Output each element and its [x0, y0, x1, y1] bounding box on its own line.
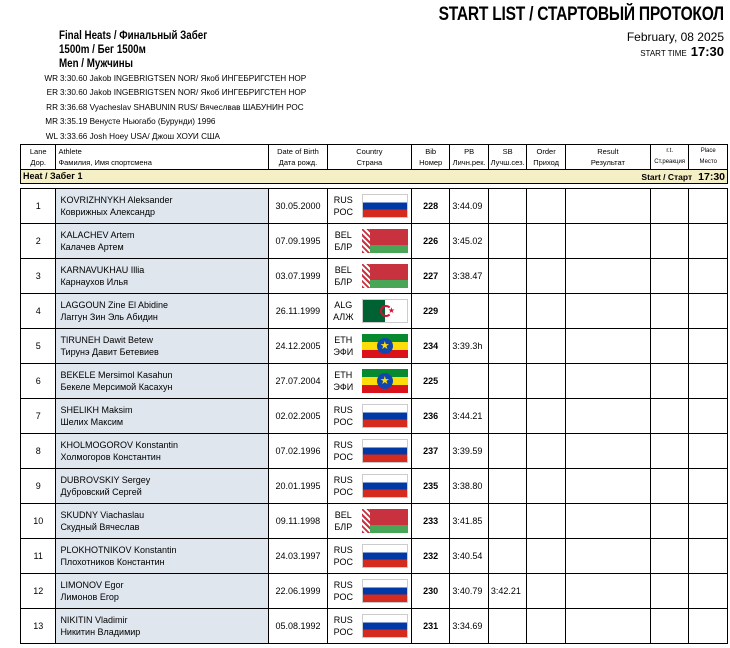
flag-cell — [359, 259, 412, 294]
order-cell — [527, 469, 565, 504]
bib-cell: 231 — [411, 609, 449, 644]
sb-cell: 3:42.21 — [488, 574, 526, 609]
flag-cell — [359, 364, 412, 399]
table-row — [21, 469, 728, 504]
dob-cell: 30.05.2000 — [269, 189, 328, 224]
country-cell — [327, 434, 358, 469]
athlete-cell — [56, 189, 269, 224]
country-code-en: ETH — [334, 370, 353, 380]
lane-cell: 5 — [21, 329, 56, 364]
start-list-table — [20, 144, 728, 644]
rt-cell — [650, 609, 688, 644]
sb-cell — [488, 294, 526, 329]
country-code-ru: РОС — [333, 207, 353, 217]
rt-cell — [650, 574, 688, 609]
country-code-en: RUS — [333, 475, 353, 485]
start-time-label: START TIME — [640, 49, 687, 58]
lane-cell: 10 — [21, 504, 56, 539]
athlete-cell — [56, 329, 269, 364]
result-cell — [565, 609, 650, 644]
heat-start — [641, 171, 725, 183]
record-code: MR — [45, 117, 58, 127]
rt-cell — [650, 224, 688, 259]
dob-cell: 27.07.2004 — [269, 364, 328, 399]
dob-cell: 07.09.1995 — [269, 224, 328, 259]
athlete-name-en: SKUDNY Viachaslau — [60, 510, 145, 520]
country-code-ru: БЛР — [334, 277, 353, 287]
athlete-cell — [56, 434, 269, 469]
country-cell — [327, 294, 358, 329]
bib-cell: 235 — [411, 469, 449, 504]
bib-cell: 227 — [411, 259, 449, 294]
col-order: Order Приход — [527, 145, 565, 170]
dob-cell: 09.11.1998 — [269, 504, 328, 539]
heat-label: Heat / Забег 1 — [23, 170, 83, 181]
table-header — [21, 145, 728, 170]
record-text: 3:30.60 Jakob INGEBRIGTSEN NOR/ Якоб ИНГЕБРИГСТЕН НОР — [60, 88, 307, 98]
start-time — [640, 44, 724, 59]
athlete-name-ru: Шелих Максим — [60, 417, 124, 427]
table-row — [21, 189, 728, 224]
country-code-en: RUS — [333, 615, 353, 625]
order-cell — [527, 504, 565, 539]
dob-cell: 20.01.1995 — [269, 469, 328, 504]
sb-cell — [488, 364, 526, 399]
record-rr — [38, 101, 306, 115]
country-code-en: RUS — [333, 545, 353, 555]
eth-flag-icon — [362, 334, 408, 358]
flag-cell — [359, 224, 412, 259]
athlete-cell — [56, 574, 269, 609]
place-cell — [689, 364, 728, 399]
country-cell — [327, 189, 358, 224]
bib-cell: 237 — [411, 434, 449, 469]
country-code-ru: РОС — [333, 627, 353, 637]
rt-cell — [650, 364, 688, 399]
result-cell — [565, 224, 650, 259]
rus-flag-icon — [362, 439, 408, 463]
athlete-name-ru: Калачев Артем — [60, 242, 124, 252]
blr-flag-icon — [362, 264, 408, 288]
pb-cell — [450, 364, 488, 399]
country-code-ru: БЛР — [334, 522, 353, 532]
result-cell — [565, 504, 650, 539]
country-cell — [327, 469, 358, 504]
country-code-ru: ЭФИ — [333, 382, 354, 392]
result-cell — [565, 399, 650, 434]
flag-cell — [359, 539, 412, 574]
rt-cell — [650, 539, 688, 574]
sb-cell — [488, 189, 526, 224]
flag-cell — [359, 189, 412, 224]
result-cell — [565, 469, 650, 504]
table-row — [21, 329, 728, 364]
sb-cell — [488, 224, 526, 259]
athlete-cell — [56, 539, 269, 574]
rt-cell — [650, 504, 688, 539]
country-cell — [327, 224, 358, 259]
lane-cell: 2 — [21, 224, 56, 259]
athlete-cell — [56, 469, 269, 504]
country-code-ru: РОС — [333, 417, 353, 427]
records-list — [38, 72, 306, 144]
rt-cell — [650, 294, 688, 329]
athlete-name-en: BEKELE Mersimol Kasahun — [60, 370, 173, 380]
flag-cell — [359, 504, 412, 539]
sb-cell — [488, 434, 526, 469]
heat-header-row — [21, 170, 728, 184]
bib-cell: 226 — [411, 224, 449, 259]
place-cell — [689, 399, 728, 434]
athlete-cell — [56, 504, 269, 539]
pb-cell: 3:44.21 — [450, 399, 488, 434]
lane-cell: 11 — [21, 539, 56, 574]
col-result: Result Результат — [565, 145, 650, 170]
athlete-name-ru: Коврижных Александр — [60, 207, 155, 217]
country-code-ru: РОС — [333, 557, 353, 567]
place-cell — [689, 224, 728, 259]
bib-cell: 233 — [411, 504, 449, 539]
dob-cell: 22.06.1999 — [269, 574, 328, 609]
place-cell — [689, 294, 728, 329]
dob-cell: 24.03.1997 — [269, 539, 328, 574]
athlete-cell — [56, 399, 269, 434]
record-text: 3:35.19 Венусте Ньюгабо (Бурунди) 1996 — [60, 117, 216, 127]
athlete-name-ru: Холмогоров Константин — [60, 452, 161, 462]
country-code-en: RUS — [333, 405, 353, 415]
bib-cell: 234 — [411, 329, 449, 364]
order-cell — [527, 434, 565, 469]
athlete-name-en: KARNAVUKHAU Illia — [60, 265, 145, 275]
place-cell — [689, 259, 728, 294]
rt-cell — [650, 469, 688, 504]
order-cell — [527, 399, 565, 434]
athlete-name-en: KOVRIZHNYKH Aleksander — [60, 195, 173, 205]
heat-start-label: Start / Старт — [641, 171, 693, 182]
order-cell — [527, 574, 565, 609]
lane-cell: 12 — [21, 574, 56, 609]
athlete-cell — [56, 224, 269, 259]
flag-cell — [359, 469, 412, 504]
blr-flag-icon — [362, 229, 408, 253]
country-code-en: ETH — [334, 335, 353, 345]
athlete-cell — [56, 259, 269, 294]
record-text: 3:33.66 Josh Hoey USA/ Джош ХОУИ США — [60, 131, 220, 141]
flag-cell — [359, 294, 412, 329]
col-place: Place Место — [689, 145, 728, 170]
blr-flag-icon — [362, 509, 408, 533]
athlete-cell — [56, 294, 269, 329]
dob-cell: 02.02.2005 — [269, 399, 328, 434]
athlete-name-en: TIRUNEH Dawit Betew — [60, 335, 153, 345]
sb-cell — [488, 469, 526, 504]
athlete-name-ru: Бекеле Мерсимой Касахун — [60, 382, 173, 392]
pb-cell: 3:38.47 — [450, 259, 488, 294]
athlete-name-ru: Карнаухов Илья — [60, 277, 129, 287]
sb-cell — [488, 329, 526, 364]
result-cell — [565, 539, 650, 574]
table-row — [21, 574, 728, 609]
rt-cell — [650, 434, 688, 469]
event-discipline: 1500m / Бег 1500м — [59, 44, 146, 56]
order-cell — [527, 224, 565, 259]
lane-cell: 13 — [21, 609, 56, 644]
athlete-name-ru: Лаггун Зин Эль Абидин — [60, 312, 158, 322]
place-cell — [689, 469, 728, 504]
record-text: 3:36.68 Vyacheslav SHABUNIN RUS/ Вячеслвав ШАБУНИН РОС — [60, 102, 304, 112]
country-code-en: BEL — [334, 265, 352, 275]
event-round: Final Heats / Финальный Забег — [59, 30, 208, 42]
athlete-cell — [56, 609, 269, 644]
athlete-name-ru: Никитин Владимир — [60, 627, 141, 637]
record-code: WL — [45, 131, 58, 141]
table-row — [21, 539, 728, 574]
country-code-en: RUS — [333, 195, 353, 205]
result-cell — [565, 294, 650, 329]
rt-cell — [650, 329, 688, 364]
table-row — [21, 294, 728, 329]
event-info — [59, 29, 207, 71]
country-cell — [327, 364, 358, 399]
table-row — [21, 259, 728, 294]
heat-start-time: 17:30 — [698, 170, 725, 183]
result-cell — [565, 364, 650, 399]
result-cell — [565, 434, 650, 469]
alg-flag-icon — [362, 299, 408, 323]
record-code: RR — [46, 102, 58, 112]
dob-cell: 24.12.2005 — [269, 329, 328, 364]
order-cell — [527, 259, 565, 294]
dob-cell: 05.08.1992 — [269, 609, 328, 644]
flag-cell — [359, 574, 412, 609]
athlete-name-en: NIKITIN Vladimir — [60, 615, 128, 625]
table-row — [21, 434, 728, 469]
page-title: START LIST / СТАРТОВЫЙ ПРОТОКОЛ — [438, 4, 724, 25]
rus-flag-icon — [362, 474, 408, 498]
lane-cell: 9 — [21, 469, 56, 504]
lane-cell: 6 — [21, 364, 56, 399]
order-cell — [527, 329, 565, 364]
place-cell — [689, 504, 728, 539]
country-code-ru: РОС — [333, 592, 353, 602]
athlete-name-en: KALACHEV Artem — [60, 230, 135, 240]
pb-cell: 3:44.09 — [450, 189, 488, 224]
record-wl — [38, 130, 306, 144]
bib-cell: 230 — [411, 574, 449, 609]
place-cell — [689, 539, 728, 574]
lane-cell: 7 — [21, 399, 56, 434]
dob-cell: 26.11.1999 — [269, 294, 328, 329]
athlete-name-en: LIMONOV Egor — [60, 580, 124, 590]
flag-cell — [359, 434, 412, 469]
pb-cell: 3:38.80 — [450, 469, 488, 504]
bib-cell: 225 — [411, 364, 449, 399]
col-pb: PB Личн.рек. — [450, 145, 488, 170]
sb-cell — [488, 259, 526, 294]
country-code-ru: АЛЖ — [333, 312, 354, 322]
lane-cell: 8 — [21, 434, 56, 469]
lane-cell: 3 — [21, 259, 56, 294]
flag-cell — [359, 609, 412, 644]
flag-cell — [359, 329, 412, 364]
bib-cell: 232 — [411, 539, 449, 574]
table-row — [21, 609, 728, 644]
order-cell — [527, 189, 565, 224]
start-time-value: 17:30 — [690, 44, 724, 59]
col-sb: SB Лучш.сез. — [488, 145, 526, 170]
pb-cell: 3:40.79 — [450, 574, 488, 609]
country-cell — [327, 329, 358, 364]
table-row — [21, 224, 728, 259]
country-cell — [327, 539, 358, 574]
bib-cell: 236 — [411, 399, 449, 434]
table-row — [21, 399, 728, 434]
col-country: Country Страна — [327, 145, 411, 170]
country-code-ru: ЭФИ — [333, 347, 354, 357]
record-code: WR — [44, 74, 58, 83]
pb-cell: 3:40.54 — [450, 539, 488, 574]
pb-cell — [450, 294, 488, 329]
dob-cell: 03.07.1999 — [269, 259, 328, 294]
lane-cell: 1 — [21, 189, 56, 224]
record-er — [38, 86, 306, 100]
sb-cell — [488, 539, 526, 574]
rus-flag-icon — [362, 404, 408, 428]
eth-flag-icon — [362, 369, 408, 393]
athlete-name-en: SHELIKH Maksim — [60, 405, 133, 415]
athlete-name-ru: Плохотников Константин — [60, 557, 165, 567]
athlete-name-ru: Дубровский Сергей — [60, 487, 142, 497]
pb-cell: 3:34.69 — [450, 609, 488, 644]
rt-cell — [650, 189, 688, 224]
country-code-en: BEL — [334, 510, 352, 520]
col-dob: Date of Birth Дата рожд. — [269, 145, 328, 170]
result-cell — [565, 259, 650, 294]
athlete-name-ru: Скудный Вячеслав — [60, 522, 140, 532]
country-cell — [327, 609, 358, 644]
country-cell — [327, 399, 358, 434]
lane-cell: 4 — [21, 294, 56, 329]
record-wr — [38, 72, 306, 86]
col-bib: Bib Номер — [411, 145, 449, 170]
order-cell — [527, 609, 565, 644]
sb-cell — [488, 504, 526, 539]
rus-flag-icon — [362, 614, 408, 638]
athlete-name-en: KHOLMOGOROV Konstantin — [60, 440, 178, 450]
country-code-ru: РОС — [333, 487, 353, 497]
rt-cell — [650, 259, 688, 294]
pb-cell: 3:41.85 — [450, 504, 488, 539]
result-cell — [565, 574, 650, 609]
order-cell — [527, 539, 565, 574]
athlete-name-ru: Лимонов Егор — [60, 592, 119, 602]
table-row — [21, 504, 728, 539]
athlete-name-en: LAGGOUN Zine El Abidine — [60, 300, 168, 310]
pb-cell: 3:45.02 — [450, 224, 488, 259]
record-code: ER — [46, 88, 58, 98]
place-cell — [689, 434, 728, 469]
country-code-en: RUS — [333, 440, 353, 450]
pb-cell: 3:39.59 — [450, 434, 488, 469]
table-row — [21, 364, 728, 399]
flag-cell — [359, 399, 412, 434]
place-cell — [689, 574, 728, 609]
country-cell — [327, 504, 358, 539]
country-code-en: BEL — [334, 230, 352, 240]
col-rt: r.t. Ст.реакция — [650, 145, 688, 170]
record-text: 3:30.60 Jakob INGEBRIGTSEN NOR/ Якоб ИНГЕБРИГСТЕН НОР — [60, 74, 307, 83]
athlete-name-ru: Тирунэ Давит Бетевиев — [60, 347, 159, 357]
event-category: Men / Мужчины — [59, 58, 134, 70]
rus-flag-icon — [362, 579, 408, 603]
place-cell — [689, 189, 728, 224]
record-mr — [38, 115, 306, 129]
order-cell — [527, 294, 565, 329]
dob-cell: 07.02.1996 — [269, 434, 328, 469]
pb-cell: 3:39.3h — [450, 329, 488, 364]
athlete-name-en: PLOKHOTNIKOV Konstantin — [60, 545, 177, 555]
place-cell — [689, 609, 728, 644]
col-lane: Lane Дор. — [21, 145, 56, 170]
place-cell — [689, 329, 728, 364]
bib-cell: 229 — [411, 294, 449, 329]
country-code-en: ALG — [334, 300, 353, 310]
sb-cell — [488, 399, 526, 434]
rus-flag-icon — [362, 194, 408, 218]
athlete-name-en: DUBROVSKIY Sergey — [60, 475, 151, 485]
bib-cell: 228 — [411, 189, 449, 224]
country-cell — [327, 259, 358, 294]
rt-cell — [650, 399, 688, 434]
country-code-en: RUS — [333, 580, 353, 590]
country-cell — [327, 574, 358, 609]
country-code-ru: РОС — [333, 452, 353, 462]
sb-cell — [488, 609, 526, 644]
country-code-ru: БЛР — [334, 242, 353, 252]
athlete-cell — [56, 364, 269, 399]
result-cell — [565, 189, 650, 224]
rus-flag-icon — [362, 544, 408, 568]
col-athlete: Athlete Фамилия, Имя спортсмена — [56, 145, 269, 170]
order-cell — [527, 364, 565, 399]
result-cell — [565, 329, 650, 364]
event-date: February, 08 2025 — [626, 30, 724, 44]
